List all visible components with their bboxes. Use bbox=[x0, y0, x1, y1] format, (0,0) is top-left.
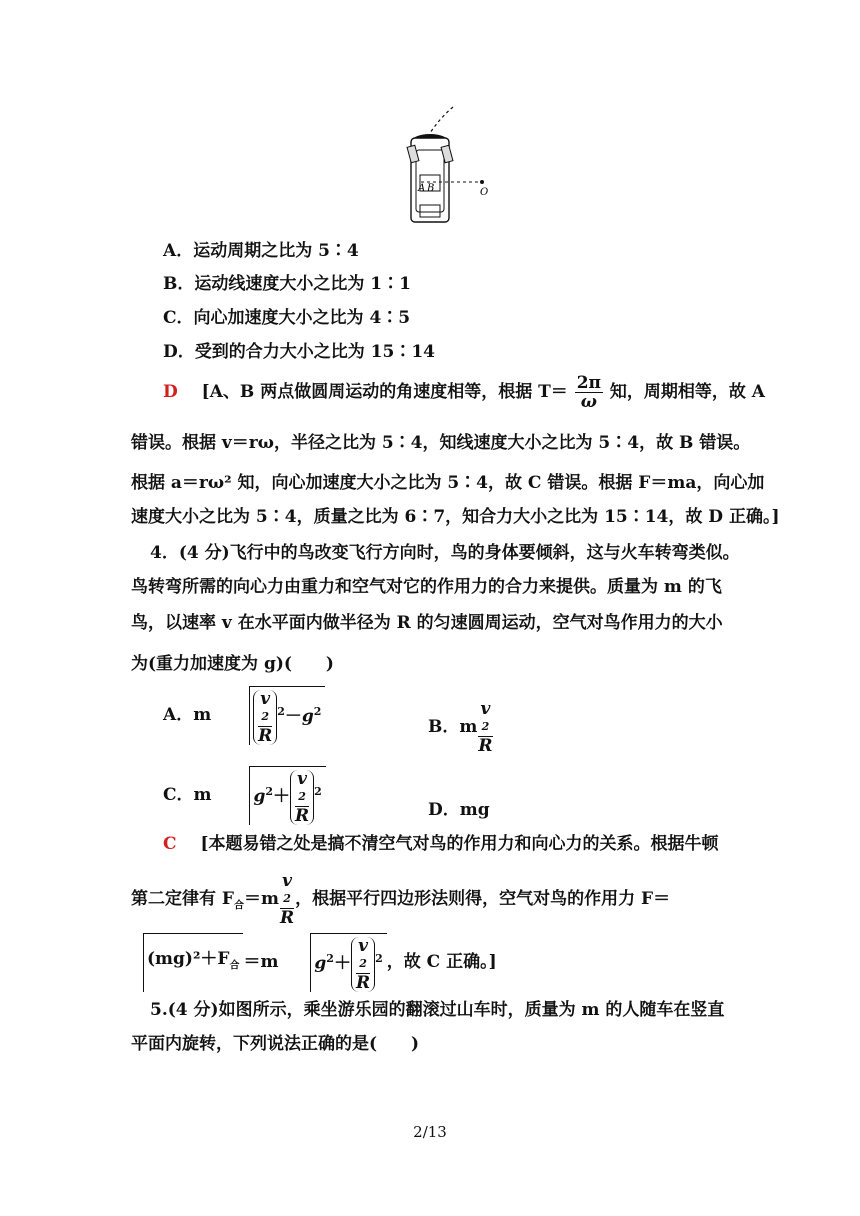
label-b: B bbox=[427, 183, 435, 194]
option-a: A．运动周期之比为 5∶4 bbox=[163, 241, 359, 261]
answer-q3-line4: 速度大小之比为 5∶4，质量之比为 6∶7，知合力大小之比为 15∶14，故 D 正确。] bbox=[131, 507, 780, 527]
answer-q3-line2: 错误。根据 v＝rω，半径之比为 5∶4，知线速度大小之比为 5∶4，故 B 错误。 bbox=[131, 433, 751, 453]
answer-q3-line1 bbox=[163, 372, 765, 412]
option-d: D．受到的合力大小之比为 15∶14 bbox=[163, 342, 435, 362]
answer-letter: D bbox=[163, 382, 178, 402]
q4-option-d: D．mg bbox=[428, 800, 490, 820]
answer-q3-line3: 根据 a＝rω² 知，向心加速度大小之比为 5∶4，故 C 错误。根据 F＝ma，向心加 bbox=[131, 473, 765, 493]
q4-option-c: C．m $g^2+$ v 2 R $^2$ bbox=[163, 766, 326, 816]
answer-q4-line2: 第二定律有 $F_合=m$ v 2 R ，根据平行四边形法则得，空气对鸟的作用力 F＝ bbox=[131, 871, 671, 928]
curved-path bbox=[430, 107, 453, 133]
option-b: B．运动线速度大小之比为 1∶1 bbox=[163, 274, 411, 294]
label-a: A bbox=[418, 183, 426, 194]
page-number: 2/13 bbox=[413, 1123, 447, 1141]
answer-text: [A、B 两点做圆周运动的角速度相等，根据 T＝ bbox=[201, 382, 568, 402]
answer-q4-line3: $(mg)^2+F_合 =m$ $g^2+$ v 2 R $^2$ ，故 C 正确。] bbox=[131, 933, 497, 983]
answer-q4-line1: C [本题易错之处是搞不清空气对鸟的作用力和向心力的关系。根据牛顿 bbox=[163, 834, 719, 854]
q5-line1: 5.(4 分)如图所示，乘坐游乐园的翻滚过山车时，质量为 m 的人随车在竖直 bbox=[150, 1000, 725, 1020]
option-c: C．向心加速度大小之比为 4∶5 bbox=[163, 308, 411, 328]
answer-text-tail: 知，周期相等，故 A bbox=[609, 382, 765, 402]
car-figure bbox=[0, 0, 860, 230]
q4-line1: 4．(4 分)飞行中的鸟改变飞行方向时，鸟的身体要倾斜，这与火车转弯类似。 bbox=[150, 543, 740, 563]
q4-line4: 为(重力加速度为 g)( ) bbox=[131, 654, 334, 674]
q4-line2: 鸟转弯所需的向心力由重力和空气对它的作用力的合力来提供。质量为 m 的飞 bbox=[131, 577, 722, 597]
q4-option-b: B．m v 2 R bbox=[428, 699, 493, 756]
q5-line2: 平面内旋转，下列说法正确的是( ) bbox=[131, 1034, 420, 1054]
q4-option-a: A．m v 2 R $^2-g^2$ bbox=[163, 686, 325, 736]
fraction: $\frac{2\pi}{\omega}$ bbox=[576, 373, 601, 412]
q4-line3: 鸟，以速率 v 在水平面内做半径为 R 的匀速圆周运动，空气对鸟作用力的大小 bbox=[131, 613, 723, 633]
label-o: O bbox=[480, 187, 489, 198]
